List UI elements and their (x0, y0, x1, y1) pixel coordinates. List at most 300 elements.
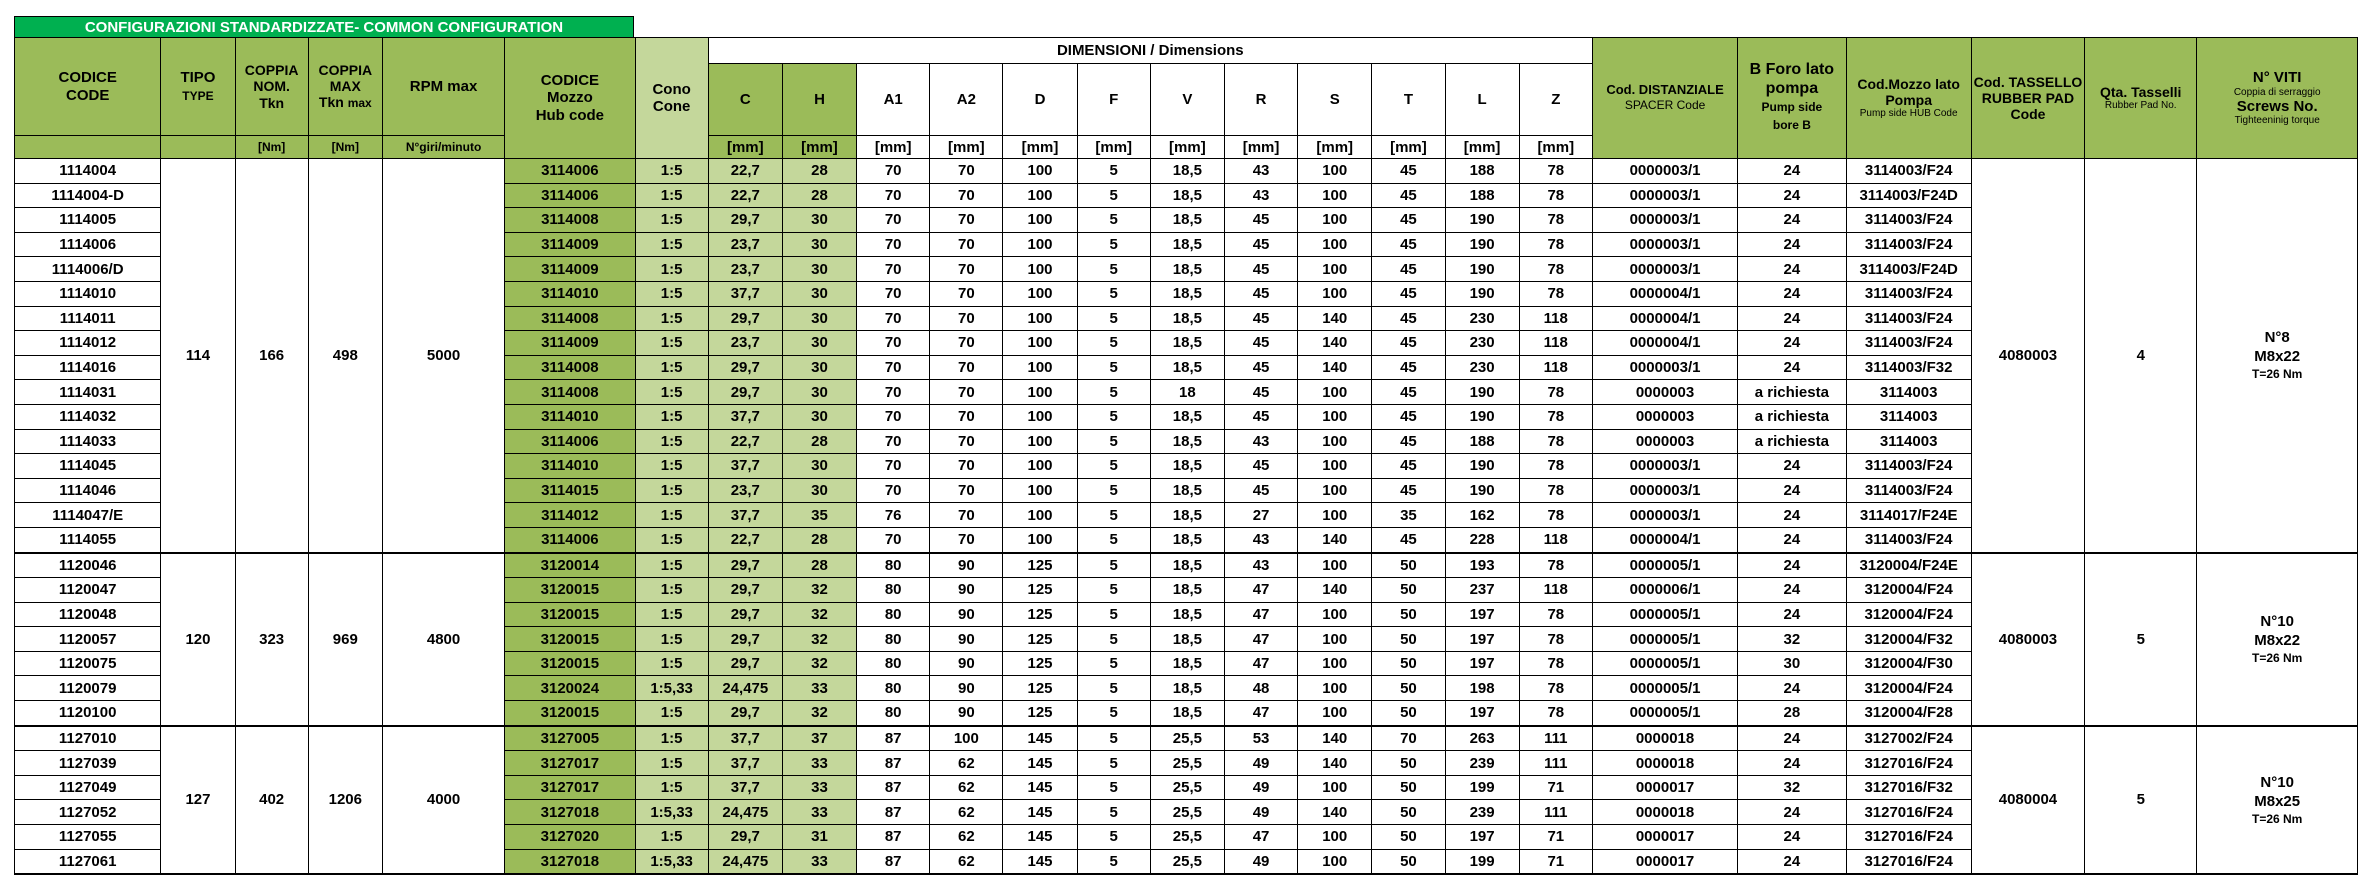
cell-dim-f: 5 (1077, 825, 1150, 850)
cell-dim-a1: 80 (857, 602, 930, 627)
cell-dim-f: 5 (1077, 232, 1150, 257)
cell-dim-f: 5 (1077, 454, 1150, 479)
cell-dim-l: 198 (1445, 676, 1519, 701)
cell-bore: 24 (1738, 800, 1846, 825)
group-rpm: 4000 (382, 726, 504, 875)
cell-dim-r: 48 (1224, 676, 1297, 701)
cell-dim-d: 125 (1003, 627, 1077, 652)
cell-dim-h: 28 (782, 183, 856, 208)
cell-dim-a1: 70 (857, 331, 930, 356)
cell-pump-hub-code: 3120004/F30 (1846, 651, 1971, 676)
cell-bore: 24 (1738, 527, 1846, 552)
cell-dim-h: 33 (782, 751, 856, 776)
cell-dim-r: 45 (1224, 404, 1297, 429)
cell-spacer-code: 0000005/1 (1592, 651, 1737, 676)
cell-dim-z: 78 (1519, 553, 1592, 578)
cell-hub-code: 3114006 (505, 429, 635, 454)
cell-dim-d: 125 (1003, 602, 1077, 627)
cell-dim-a1: 70 (857, 183, 930, 208)
screws-size: M8x22 (2254, 632, 2301, 650)
unit-dim-a2: [mm] (930, 136, 1003, 159)
cell-dim-f: 5 (1077, 429, 1150, 454)
cell-dim-f: 5 (1077, 331, 1150, 356)
cell-dim-v: 18,5 (1150, 553, 1224, 578)
cell-spacer-code: 0000003/1 (1592, 478, 1737, 503)
cell-dim-h: 33 (782, 775, 856, 800)
cell-dim-r: 53 (1224, 726, 1297, 751)
cell-dim-l: 190 (1445, 404, 1519, 429)
cell-dim-h: 30 (782, 454, 856, 479)
cell-dim-v: 18,5 (1150, 159, 1224, 184)
cell-dim-f: 5 (1077, 751, 1150, 776)
cell-hub-code: 3114015 (505, 478, 635, 503)
cell-code: 1120100 (15, 701, 161, 726)
cell-code: 1114006 (15, 232, 161, 257)
cell-bore: 24 (1738, 232, 1846, 257)
group-rpm: 4800 (382, 553, 504, 726)
unit-dim-a1: [mm] (857, 136, 930, 159)
cell-bore: 24 (1738, 751, 1846, 776)
cell-code: 1114031 (15, 380, 161, 405)
screws-count: N°8 (2264, 328, 2290, 346)
cell-dim-d: 145 (1003, 726, 1077, 751)
cell-spacer-code: 0000003 (1592, 404, 1737, 429)
cell-dim-z: 78 (1519, 232, 1592, 257)
cell-dim-s: 100 (1298, 627, 1372, 652)
cell-dim-a2: 70 (930, 454, 1003, 479)
cell-dim-l: 188 (1445, 429, 1519, 454)
cell-dim-z: 118 (1519, 578, 1592, 603)
cell-dim-f: 5 (1077, 257, 1150, 282)
cell-dim-f: 5 (1077, 701, 1150, 726)
cell-dim-h: 30 (782, 232, 856, 257)
table-row (15, 553, 2358, 578)
cell-dim-r: 47 (1224, 825, 1297, 850)
cell-dim-r: 45 (1224, 232, 1297, 257)
cell-dim-s: 140 (1298, 306, 1372, 331)
cell-dim-a1: 70 (857, 208, 930, 233)
cell-dim-a1: 87 (857, 775, 930, 800)
cell-dim-l: 190 (1445, 380, 1519, 405)
cell-dim-d: 100 (1003, 404, 1077, 429)
screws-torque: T=26 Nm (2252, 811, 2303, 826)
cell-bore: 24 (1738, 454, 1846, 479)
cell-dim-l: 190 (1445, 232, 1519, 257)
cell-code: 1114005 (15, 208, 161, 233)
cell-dim-s: 100 (1298, 380, 1372, 405)
cell-dim-s: 140 (1298, 527, 1372, 552)
cell-dim-v: 18,5 (1150, 208, 1224, 233)
header-dim-v: V (1150, 64, 1224, 136)
cell-dim-c: 37,7 (708, 751, 782, 776)
cell-dim-d: 145 (1003, 751, 1077, 776)
cell-dim-h: 30 (782, 404, 856, 429)
table-banner: CONFIGURAZIONI STANDARDIZZATE- COMMON CONFIGURATION (14, 16, 634, 38)
cell-spacer-code: 0000005/1 (1592, 676, 1737, 701)
cell-dim-c: 24,475 (708, 849, 782, 874)
cell-dim-c: 29,7 (708, 553, 782, 578)
cell-dim-d: 100 (1003, 527, 1077, 552)
cell-dim-f: 5 (1077, 527, 1150, 552)
cell-bore: 28 (1738, 701, 1846, 726)
cell-dim-v: 18,5 (1150, 503, 1224, 528)
cell-pump-hub-code: 3114003/F32 (1846, 355, 1971, 380)
cell-spacer-code: 0000006/1 (1592, 578, 1737, 603)
cell-bore: a richiesta (1738, 404, 1846, 429)
cell-hub-code: 3114010 (505, 454, 635, 479)
cell-pump-hub-code: 3127016/F32 (1846, 775, 1971, 800)
header-hub-code: CODICE Mozzo Hub code (505, 38, 635, 159)
cell-dim-l: 193 (1445, 553, 1519, 578)
cell-dim-a2: 70 (930, 331, 1003, 356)
cell-dim-a1: 70 (857, 478, 930, 503)
cell-bore: 32 (1738, 775, 1846, 800)
cell-hub-code: 3114009 (505, 331, 635, 356)
group-torque-max: 498 (308, 159, 382, 553)
cell-dim-c: 23,7 (708, 232, 782, 257)
group-torque-nom: 323 (235, 553, 308, 726)
cell-hub-code: 3127018 (505, 849, 635, 874)
cell-dim-l: 188 (1445, 183, 1519, 208)
cell-spacer-code: 0000003/1 (1592, 454, 1737, 479)
cell-dim-t: 50 (1372, 627, 1445, 652)
cell-dim-s: 100 (1298, 825, 1372, 850)
cell-dim-a2: 70 (930, 208, 1003, 233)
cell-dim-c: 29,7 (708, 355, 782, 380)
cell-dim-z: 78 (1519, 454, 1592, 479)
cell-dim-r: 45 (1224, 454, 1297, 479)
cell-dim-h: 30 (782, 331, 856, 356)
group-rubber-pad-no: 5 (2085, 726, 2197, 875)
cell-dim-z: 118 (1519, 331, 1592, 356)
cell-dim-z: 78 (1519, 208, 1592, 233)
cell-dim-s: 100 (1298, 503, 1372, 528)
cell-dim-v: 18,5 (1150, 478, 1224, 503)
cell-dim-v: 18,5 (1150, 701, 1224, 726)
header-pump-hub-code: Cod.Mozzo lato Pompa Pump side HUB Code (1846, 38, 1971, 159)
cell-dim-v: 25,5 (1150, 726, 1224, 751)
cell-dim-t: 45 (1372, 281, 1445, 306)
cell-dim-z: 78 (1519, 183, 1592, 208)
cell-dim-t: 50 (1372, 800, 1445, 825)
cell-cone: 1:5 (635, 183, 708, 208)
cell-dim-a1: 70 (857, 232, 930, 257)
cell-dim-h: 37 (782, 726, 856, 751)
cell-dim-v: 18,5 (1150, 355, 1224, 380)
cell-code: 1114012 (15, 331, 161, 356)
cell-dim-c: 23,7 (708, 257, 782, 282)
cell-dim-d: 125 (1003, 578, 1077, 603)
cell-code: 1114011 (15, 306, 161, 331)
cell-dim-a2: 90 (930, 701, 1003, 726)
cell-bore: 24 (1738, 257, 1846, 282)
cell-dim-t: 50 (1372, 553, 1445, 578)
cell-pump-hub-code: 3114003/F24D (1846, 257, 1971, 282)
cell-dim-s: 100 (1298, 404, 1372, 429)
cell-hub-code: 3127018 (505, 800, 635, 825)
cell-dim-z: 78 (1519, 380, 1592, 405)
cell-dim-f: 5 (1077, 183, 1150, 208)
cell-dim-t: 45 (1372, 478, 1445, 503)
cell-dim-a1: 80 (857, 651, 930, 676)
cell-cone: 1:5 (635, 503, 708, 528)
cell-dim-c: 37,7 (708, 404, 782, 429)
cell-bore: 24 (1738, 602, 1846, 627)
cell-dim-c: 29,7 (708, 578, 782, 603)
cell-dim-v: 18,5 (1150, 602, 1224, 627)
cell-dim-t: 50 (1372, 751, 1445, 776)
cell-dim-t: 45 (1372, 404, 1445, 429)
cell-hub-code: 3114006 (505, 527, 635, 552)
cell-pump-hub-code: 3127016/F24 (1846, 800, 1971, 825)
cell-dim-t: 50 (1372, 651, 1445, 676)
cell-cone: 1:5 (635, 651, 708, 676)
screws-count: N°10 (2260, 773, 2294, 791)
cell-dim-c: 37,7 (708, 454, 782, 479)
cell-dim-r: 45 (1224, 306, 1297, 331)
cell-dim-r: 49 (1224, 751, 1297, 776)
cell-dim-h: 35 (782, 503, 856, 528)
cell-dim-r: 45 (1224, 208, 1297, 233)
cell-code: 1120046 (15, 553, 161, 578)
cell-dim-c: 37,7 (708, 726, 782, 751)
cell-spacer-code: 0000018 (1592, 800, 1737, 825)
cell-dim-s: 100 (1298, 651, 1372, 676)
cell-dim-a2: 70 (930, 257, 1003, 282)
group-rpm: 5000 (382, 159, 504, 553)
header-spacer-code: Cod. DISTANZIALE SPACER Code (1592, 38, 1737, 159)
cell-dim-h: 32 (782, 651, 856, 676)
group-rubber-pad-no: 4 (2085, 159, 2197, 553)
cell-dim-z: 118 (1519, 306, 1592, 331)
cell-cone: 1:5 (635, 380, 708, 405)
cell-dim-f: 5 (1077, 281, 1150, 306)
cell-dim-f: 5 (1077, 159, 1150, 184)
cell-bore: a richiesta (1738, 429, 1846, 454)
cell-spacer-code: 0000017 (1592, 849, 1737, 874)
cell-hub-code: 3114010 (505, 404, 635, 429)
cell-dim-z: 78 (1519, 503, 1592, 528)
cell-dim-r: 45 (1224, 331, 1297, 356)
cell-dim-r: 45 (1224, 355, 1297, 380)
cell-dim-a2: 70 (930, 380, 1003, 405)
unit-torque-nom: [Nm] (235, 136, 308, 159)
cell-dim-r: 47 (1224, 627, 1297, 652)
cell-dim-d: 125 (1003, 701, 1077, 726)
header-dim-a2: A2 (930, 64, 1003, 136)
cell-dim-c: 23,7 (708, 478, 782, 503)
cell-dim-a2: 90 (930, 553, 1003, 578)
cell-dim-c: 23,7 (708, 331, 782, 356)
cell-dim-v: 25,5 (1150, 775, 1224, 800)
table-row (15, 159, 2358, 184)
cell-pump-hub-code: 3114003/F24 (1846, 232, 1971, 257)
cell-dim-d: 100 (1003, 503, 1077, 528)
cell-dim-t: 50 (1372, 701, 1445, 726)
cell-code: 1120075 (15, 651, 161, 676)
cell-dim-h: 32 (782, 578, 856, 603)
cell-dim-h: 28 (782, 159, 856, 184)
cell-dim-c: 37,7 (708, 281, 782, 306)
cell-cone: 1:5,33 (635, 800, 708, 825)
cell-dim-r: 47 (1224, 651, 1297, 676)
cell-pump-hub-code: 3127016/F24 (1846, 849, 1971, 874)
cell-code: 1114004 (15, 159, 161, 184)
cell-bore: 24 (1738, 183, 1846, 208)
table-row (15, 726, 2358, 751)
cell-bore: 24 (1738, 355, 1846, 380)
cell-dim-z: 78 (1519, 404, 1592, 429)
header-dim-f: F (1077, 64, 1150, 136)
cell-dim-l: 230 (1445, 355, 1519, 380)
cell-hub-code: 3114008 (505, 306, 635, 331)
cell-cone: 1:5 (635, 159, 708, 184)
cell-dim-h: 32 (782, 602, 856, 627)
cell-bore: 24 (1738, 726, 1846, 751)
cell-dim-d: 100 (1003, 478, 1077, 503)
cell-code: 1127010 (15, 726, 161, 751)
cell-hub-code: 3114008 (505, 355, 635, 380)
cell-hub-code: 3114006 (505, 159, 635, 184)
cell-dim-c: 29,7 (708, 651, 782, 676)
cell-dim-a1: 80 (857, 627, 930, 652)
cell-dim-v: 18,5 (1150, 404, 1224, 429)
cell-dim-s: 140 (1298, 751, 1372, 776)
cell-bore: 24 (1738, 331, 1846, 356)
cell-dim-v: 25,5 (1150, 849, 1224, 874)
cell-pump-hub-code: 3114017/F24E (1846, 503, 1971, 528)
cell-dim-l: 190 (1445, 478, 1519, 503)
cell-dim-t: 45 (1372, 454, 1445, 479)
unit-dim-c: [mm] (708, 136, 782, 159)
cell-cone: 1:5 (635, 429, 708, 454)
cell-code: 1114004-D (15, 183, 161, 208)
cell-code: 1127049 (15, 775, 161, 800)
cell-dim-t: 45 (1372, 380, 1445, 405)
cell-pump-hub-code: 3114003/F24 (1846, 159, 1971, 184)
cell-dim-z: 118 (1519, 355, 1592, 380)
cell-code: 1114045 (15, 454, 161, 479)
cell-dim-d: 100 (1003, 281, 1077, 306)
cell-dim-v: 18,5 (1150, 331, 1224, 356)
cell-cone: 1:5 (635, 627, 708, 652)
unit-dim-s: [mm] (1298, 136, 1372, 159)
cell-dim-a1: 80 (857, 553, 930, 578)
cell-cone: 1:5 (635, 726, 708, 751)
cell-dim-l: 263 (1445, 726, 1519, 751)
cell-cone: 1:5 (635, 527, 708, 552)
cell-dim-l: 199 (1445, 849, 1519, 874)
cell-spacer-code: 0000018 (1592, 726, 1737, 751)
cell-dim-v: 18,5 (1150, 281, 1224, 306)
cell-dim-l: 197 (1445, 651, 1519, 676)
cell-dim-a2: 70 (930, 281, 1003, 306)
cell-dim-t: 50 (1372, 775, 1445, 800)
cell-spacer-code: 0000005/1 (1592, 553, 1737, 578)
header-bore: B Foro lato pompa Pump side bore B (1738, 38, 1846, 159)
cell-dim-v: 18,5 (1150, 429, 1224, 454)
cell-dim-a1: 70 (857, 281, 930, 306)
cell-dim-z: 111 (1519, 751, 1592, 776)
cell-dim-a2: 62 (930, 825, 1003, 850)
cell-dim-h: 33 (782, 800, 856, 825)
cell-pump-hub-code: 3120004/F24 (1846, 602, 1971, 627)
cell-dim-a2: 90 (930, 627, 1003, 652)
cell-dim-c: 22,7 (708, 159, 782, 184)
cell-dim-z: 118 (1519, 527, 1592, 552)
cell-dim-z: 78 (1519, 602, 1592, 627)
group-torque-nom: 166 (235, 159, 308, 553)
unit-dim-t: [mm] (1372, 136, 1445, 159)
unit-dim-d: [mm] (1003, 136, 1077, 159)
cell-dim-a1: 87 (857, 726, 930, 751)
cell-dim-s: 100 (1298, 775, 1372, 800)
unit-dim-h: [mm] (782, 136, 856, 159)
cell-dim-v: 18,5 (1150, 232, 1224, 257)
cell-dim-s: 140 (1298, 726, 1372, 751)
cell-dim-t: 70 (1372, 726, 1445, 751)
cell-dim-f: 5 (1077, 578, 1150, 603)
cell-dim-z: 111 (1519, 800, 1592, 825)
cell-code: 1114016 (15, 355, 161, 380)
cell-dim-l: 197 (1445, 602, 1519, 627)
unit-dim-v: [mm] (1150, 136, 1224, 159)
cell-dim-z: 78 (1519, 627, 1592, 652)
cell-dim-a2: 90 (930, 651, 1003, 676)
cell-dim-l: 190 (1445, 208, 1519, 233)
cell-cone: 1:5 (635, 602, 708, 627)
configuration-table (14, 37, 2358, 875)
cell-dim-s: 140 (1298, 578, 1372, 603)
cell-bore: a richiesta (1738, 380, 1846, 405)
cell-dim-f: 5 (1077, 355, 1150, 380)
cell-dim-h: 28 (782, 429, 856, 454)
cell-dim-a2: 90 (930, 578, 1003, 603)
cell-dim-s: 100 (1298, 159, 1372, 184)
cell-dim-a2: 62 (930, 849, 1003, 874)
cell-dim-h: 32 (782, 701, 856, 726)
cell-dim-r: 27 (1224, 503, 1297, 528)
cell-spacer-code: 0000017 (1592, 825, 1737, 850)
cell-dim-d: 100 (1003, 208, 1077, 233)
cell-dim-t: 45 (1372, 183, 1445, 208)
cell-dim-s: 100 (1298, 676, 1372, 701)
cell-dim-f: 5 (1077, 306, 1150, 331)
cell-dim-f: 5 (1077, 627, 1150, 652)
cell-dim-a1: 70 (857, 355, 930, 380)
cell-dim-c: 22,7 (708, 527, 782, 552)
cell-dim-t: 45 (1372, 331, 1445, 356)
unit-code-blank (15, 136, 161, 159)
unit-rpm: N°giri/minuto (382, 136, 504, 159)
cell-dim-r: 47 (1224, 701, 1297, 726)
cell-pump-hub-code: 3114003/F24 (1846, 527, 1971, 552)
cell-spacer-code: 0000003/1 (1592, 232, 1737, 257)
cell-bore: 24 (1738, 306, 1846, 331)
cell-spacer-code: 0000004/1 (1592, 281, 1737, 306)
cell-dim-d: 100 (1003, 159, 1077, 184)
cell-cone: 1:5 (635, 232, 708, 257)
cell-pump-hub-code: 3127002/F24 (1846, 726, 1971, 751)
cell-dim-v: 18,5 (1150, 527, 1224, 552)
screws-count: N°10 (2260, 612, 2294, 630)
cell-dim-c: 29,7 (708, 602, 782, 627)
screws-torque: T=26 Nm (2252, 650, 2303, 665)
cell-dim-l: 239 (1445, 800, 1519, 825)
cell-dim-l: 162 (1445, 503, 1519, 528)
cell-dim-d: 100 (1003, 183, 1077, 208)
cell-dim-d: 100 (1003, 331, 1077, 356)
